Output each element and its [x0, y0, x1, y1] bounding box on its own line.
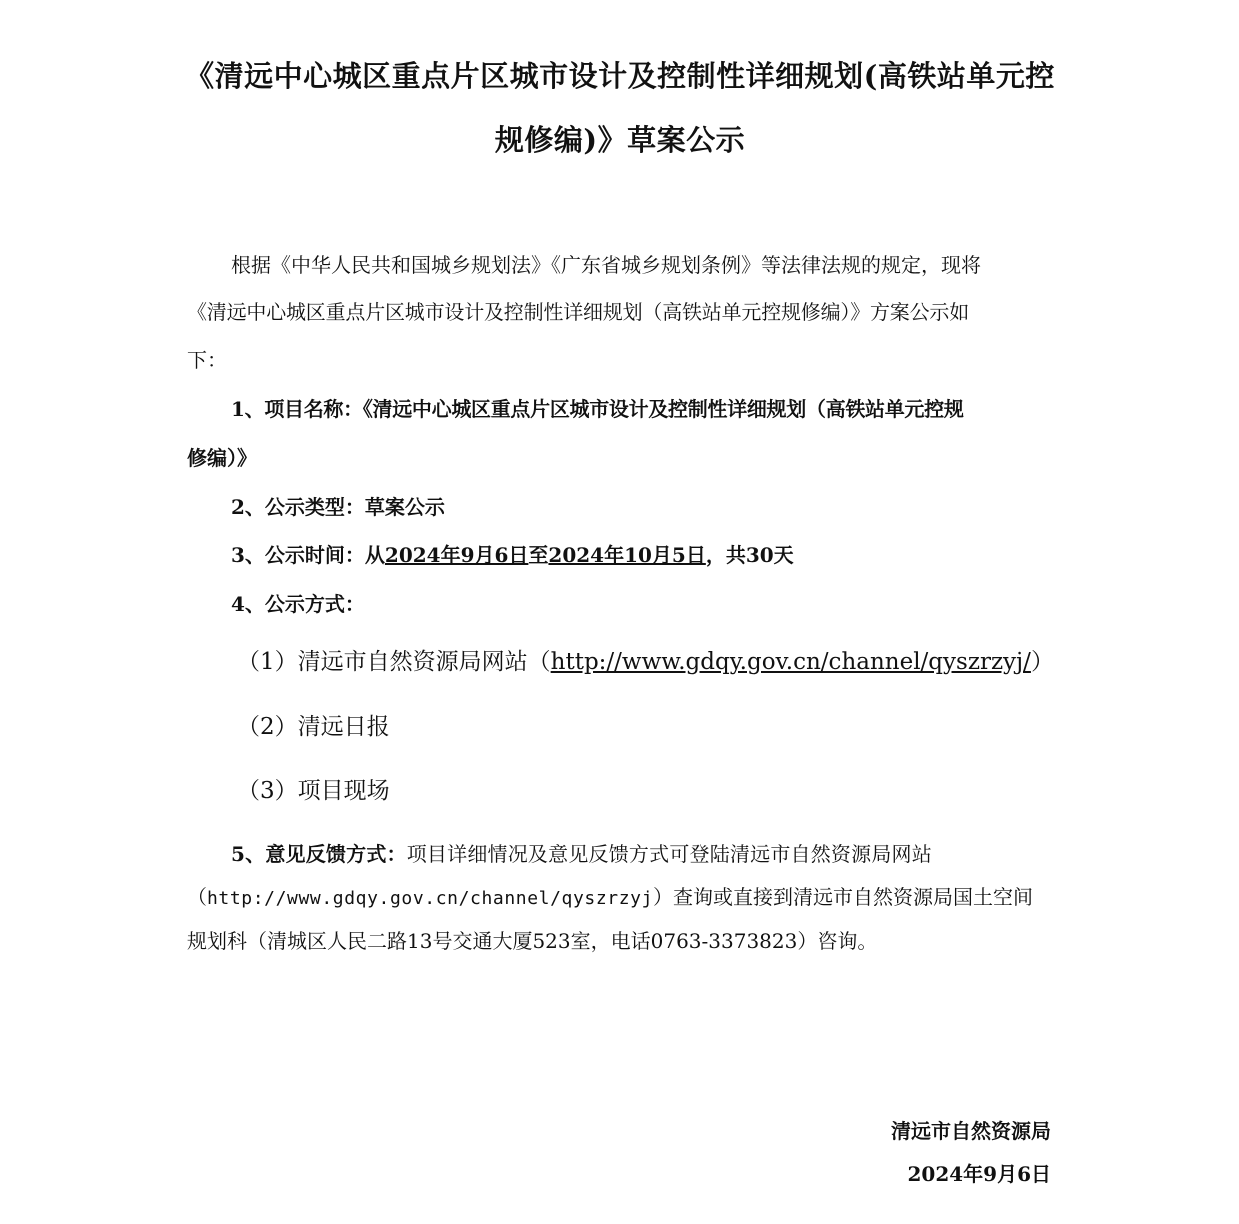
intro-line3: 下： [187, 348, 227, 372]
item5-url: http://www.gdqy.gov.cn/channel/qyszrzyj [207, 888, 654, 909]
item1-line2: 修编）》 [187, 446, 257, 470]
method1-line [237, 647, 1057, 677]
item5-line2-text: ）查询或直接到清远市自然资源局国土空间 [653, 885, 1034, 909]
item4-label: 4、公示方式： [231, 592, 365, 616]
document-title-line2: 规修编)》草案公示 [494, 123, 746, 157]
item3-start-date: 2024年9月6日 [384, 543, 529, 567]
item1-line1: 1、项目名称：《清远中心城区重点片区城市设计及控制性详细规划（高铁站单元控规 [231, 397, 964, 421]
intro-line1: 根据《中华人民共和国城乡规划法》《广东省城乡规划条例》等法律法规的规定，现将 [231, 253, 981, 277]
item3-line [187, 542, 1051, 568]
method3-line: （3）项目现场 [237, 778, 390, 804]
item3-prefix: 3、公示时间：从 [231, 543, 385, 567]
item5-line1-text: 项目详细情况及意见反馈方式可登陆清远市自然资源局网站 [406, 842, 932, 866]
item3-to: 至 [528, 543, 549, 567]
signature-date: 2024年9月6日 [907, 1162, 1051, 1186]
document-title-line1: 《清远中心城区重点片区城市设计及控制性详细规划(高铁站单元控 [185, 59, 1055, 93]
intro-line2: 《清远中心城区重点片区城市设计及控制性详细规划（高铁站单元控规修编）》方案公示如 [187, 300, 969, 324]
item3-end-date: 2024年10月5日 [548, 543, 706, 567]
item5-line3: 规划科（清城区人民二路13号交通大厦523室，电话0763-3373823）咨询。 [187, 929, 878, 953]
item5-line2-open: （ [187, 885, 207, 909]
signature-org: 清远市自然资源局 [891, 1119, 1051, 1143]
method1-url-link[interactable]: http://www.gdqy.gov.cn/channel/qyszrzyj/ [550, 649, 1031, 675]
method1-prefix: （1）清远市自然资源局网站（ [237, 649, 551, 675]
item5-line2 [187, 884, 1051, 912]
item5-label: 5、意见反馈方式： [231, 842, 407, 866]
method1-suffix: ） [1030, 649, 1054, 675]
item2-line: 2、公示类型：草案公示 [231, 495, 445, 519]
method2-line: （2）清远日报 [237, 714, 390, 740]
item5-line1 [187, 841, 1051, 867]
item3-suffix: ，共30天 [705, 543, 794, 567]
